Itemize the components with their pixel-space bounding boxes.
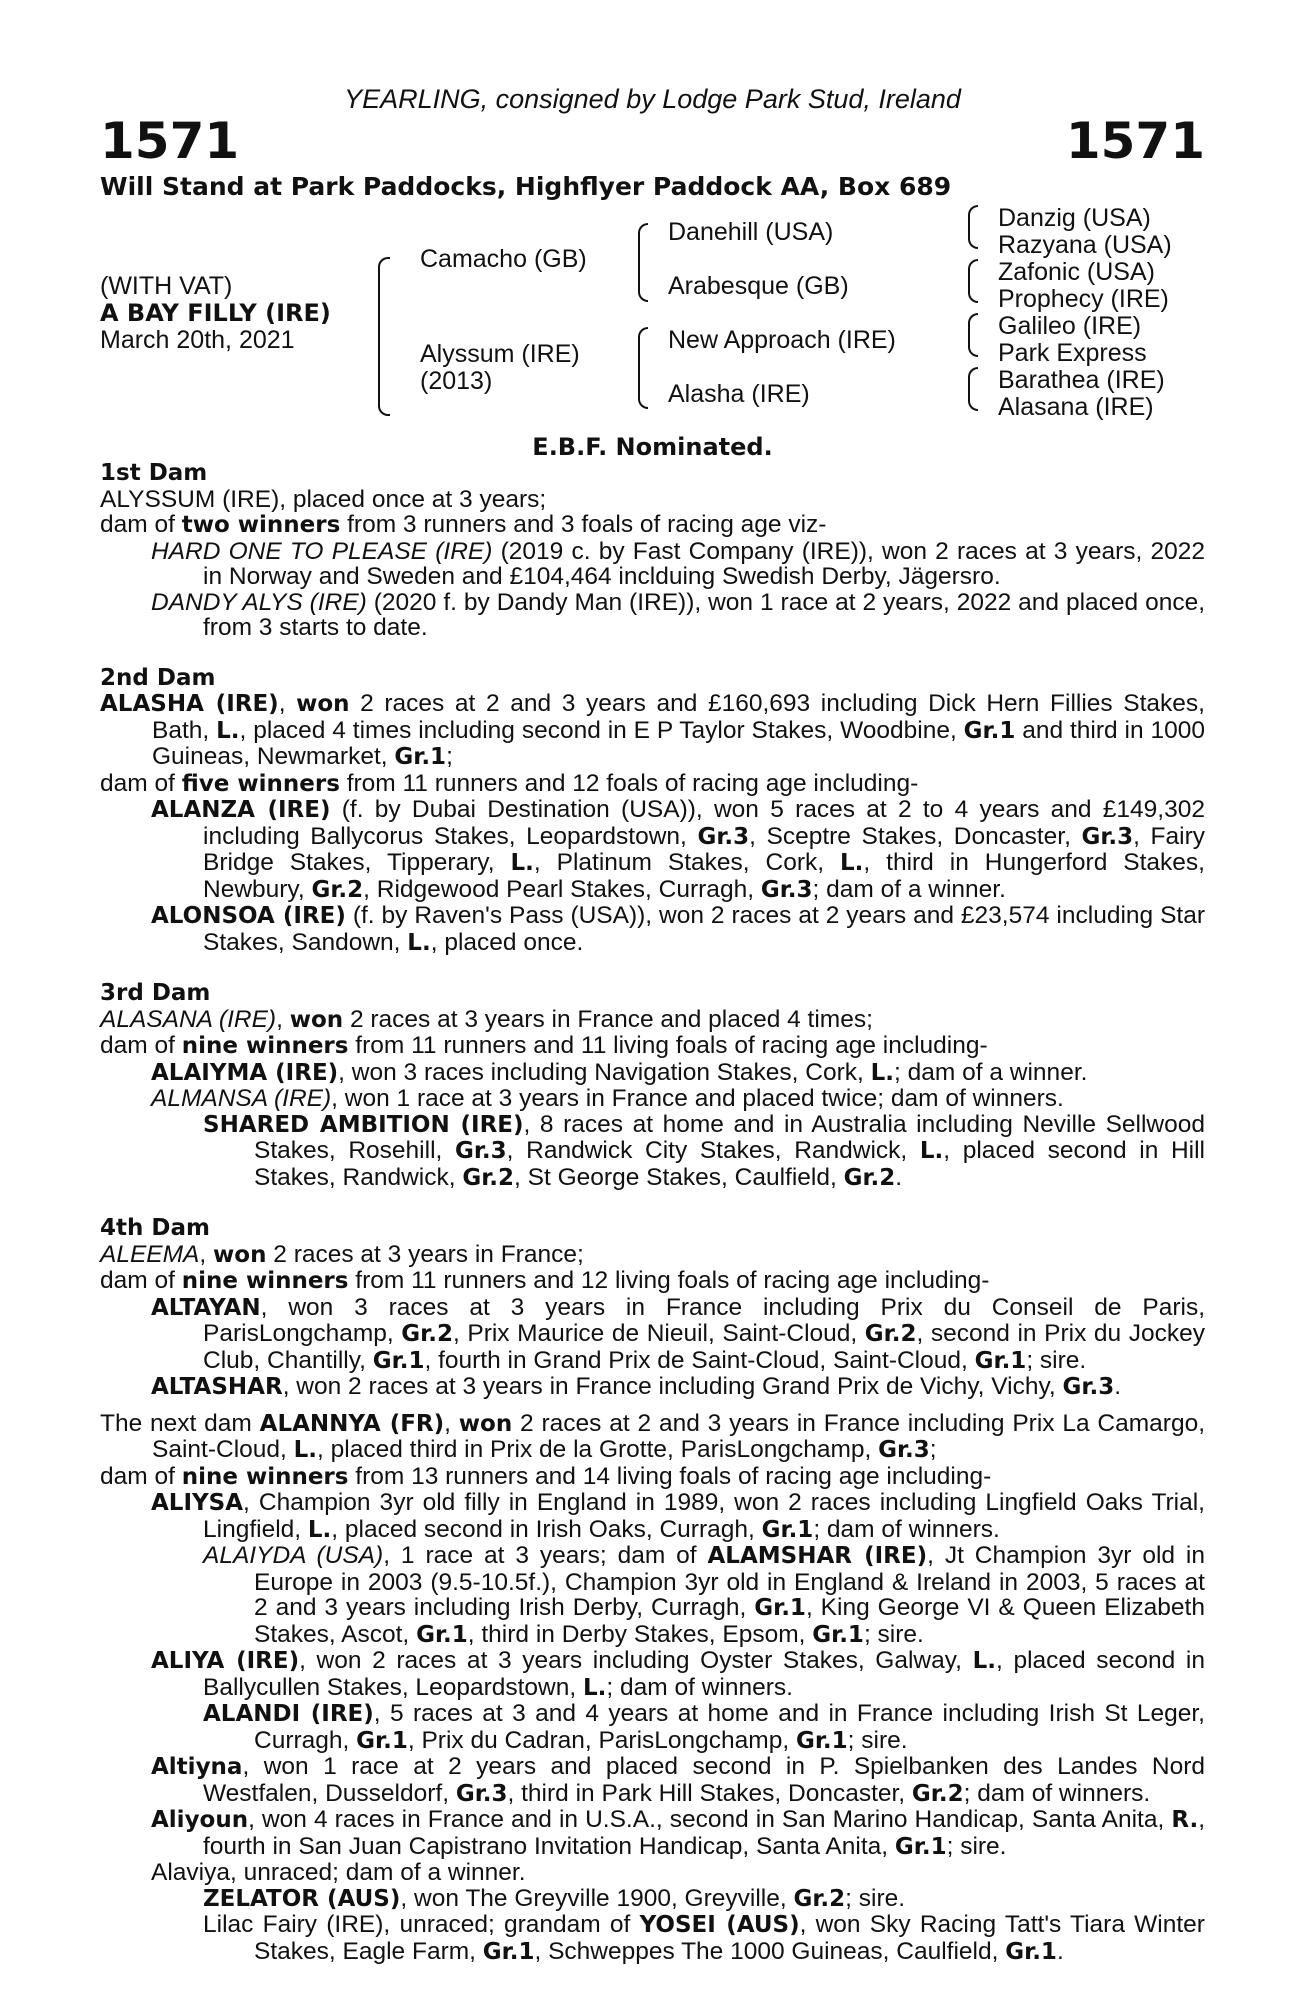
produce-entry: HARD ONE TO PLEASE (IRE) (2019 c. by Fast Company (IRE)), won 2 races at 3 years, 2022 in Norway and Sweden and £104,464 inclduing Swedish Derby, Jägersro.	[151, 537, 1205, 590]
ebf-nomination: E.B.F. Nominated.	[532, 433, 773, 461]
pedigree-table	[100, 205, 1205, 420]
produce-entry: ALIYA (IRE), won 2 races at 3 years including Oyster Stakes, Galway, L., placed second in Ballycullen Stakes, Leopardstown, L.; dam of winners.	[151, 1647, 1205, 1701]
dam-produce-summary: dam of nine winners from 11 runners and 12 living foals of racing age including-	[100, 1267, 990, 1294]
produce-entry: Alaviya, unraced; dam of a winner.	[151, 1859, 526, 1886]
first-dam-heading: 1st Dam	[100, 460, 208, 486]
dam: Alyssum (IRE)	[420, 340, 580, 368]
ancestor: Galileo (IRE)	[998, 312, 1142, 340]
pedigree-brace	[968, 259, 978, 303]
produce-entry: ALONSOA (IRE) (f. by Raven's Pass (USA)), won 2 races at 2 years and £23,574 including Star Stakes, Sandown, L., placed once.	[151, 902, 1206, 956]
fourth-dam-heading: 4th Dam	[100, 1215, 210, 1241]
ancestor: Alasana (IRE)	[998, 393, 1154, 421]
catalogue-body	[100, 461, 1205, 1965]
lot-number-right: 1571	[1065, 112, 1205, 170]
third-dam-heading: 3rd Dam	[100, 980, 211, 1006]
dam-record: ALYSSUM (IRE), placed once at 3 years;	[100, 485, 547, 513]
produce-entry: ALIYSA, Champion 3yr old filly in England in 1989, won 2 races including Lingfield Oaks Trial, Lingfield, L., placed second in Irish Oaks, Curragh, Gr.1; dam of winners.	[151, 1489, 1205, 1543]
sire-dam: Arabesque (GB)	[668, 272, 849, 300]
ancestor: Barathea (IRE)	[998, 366, 1165, 394]
sire: Camacho (GB)	[420, 245, 587, 273]
dam-produce-summary: dam of five winners from 11 runners and 12 foals of racing age including-	[100, 769, 919, 797]
dam-record: ALASHA (IRE), won 2 races at 2 and 3 years and £160,693 including Dick Hern Fillies Stakes, Bath, L., placed 4 times including second in E P Taylor Stakes, Woodbine, Gr.1 and third in 1000 Guineas, Newmarket, Gr.1;	[100, 690, 1206, 770]
dam-year: (2013)	[420, 367, 493, 395]
lot-number-left: 1571	[100, 112, 240, 170]
next-dam-record: The next dam ALANNYA (FR), won 2 races at 2 and 3 years in France including Prix La Camargo, Saint-Cloud, L., placed third in Prix de la Grotte, ParisLongchamp, Gr.3;	[100, 1409, 1206, 1463]
produce-entry: ALAIYMA (IRE), won 3 races including Navigation Stakes, Cork, L.; dam of a winner.	[151, 1058, 1088, 1086]
ancestor: Park Express	[998, 339, 1147, 367]
dam-record: ALEEMA, won 2 races at 3 years in France;	[100, 1240, 584, 1268]
ancestor: Zafonic (USA)	[998, 258, 1155, 286]
produce-entry: ZELATOR (AUS), won The Greyville 1900, Greyville, Gr.2; sire.	[203, 1884, 906, 1912]
produce-entry: ALMANSA (IRE), won 1 race at 3 years in France and placed twice; dam of winners.	[151, 1085, 1064, 1112]
produce-entry: Altiyna, won 1 race at 2 years and placed second in P. Spielbanken des Landes Nord Westfalen, Dusseldorf, Gr.3, third in Park Hill Stakes, Doncaster, Gr.2; dam of winners.	[151, 1753, 1205, 1807]
produce-entry: Aliyoun, won 4 races in France and in U.S.A., second in San Marino Handicap, Santa Anita, R., fourth in San Juan Capistrano Invitation Handicap, Santa Anita, Gr.1; sire.	[151, 1806, 1205, 1860]
pedigree-brace	[968, 367, 978, 411]
pedigree-brace	[968, 205, 978, 249]
produce-entry: DANDY ALYS (IRE) (2020 f. by Dandy Man (IRE)), won 1 race at 2 years, 2022 and placed once, from 3 starts to date.	[151, 588, 1205, 641]
dam-dam: Alasha (IRE)	[668, 380, 810, 408]
ancestor: Prophecy (IRE)	[998, 285, 1169, 313]
pedigree-brace	[638, 327, 648, 409]
pedigree-brace	[638, 223, 648, 302]
pedigree-brace	[968, 313, 978, 357]
pedigree-brace	[378, 257, 390, 416]
sire-sire: Danehill (USA)	[668, 218, 834, 246]
dam-sire: New Approach (IRE)	[668, 326, 896, 354]
ancestor: Razyana (USA)	[998, 231, 1172, 259]
ancestor: Danzig (USA)	[998, 204, 1151, 232]
produce-entry: SHARED AMBITION (IRE), 8 races at home and in Australia including Neville Sellwood Stakes, Rosehill, Gr.3, Randwick City Stakes, Randwick, L., placed second in Hill Stakes, Randwick, Gr.2, St George Stakes, Caulfield, Gr.2.	[203, 1110, 1205, 1191]
produce-entry: Lilac Fairy (IRE), unraced; grandam of YOSEI (AUS), won Sky Racing Tatt's Tiara Winter Stakes, Eagle Farm, Gr.1, Schweppes The 1000 Guineas, Caulfield, Gr.1.	[203, 1911, 1205, 1965]
dam-produce-summary: dam of nine winners from 13 runners and 14 living foals of racing age including-	[100, 1462, 992, 1490]
vat-note: (WITH VAT)	[100, 272, 233, 300]
produce-entry: ALTAYAN, won 3 races at 3 years in France including Prix du Conseil de Paris, ParisLongchamp, Gr.2, Prix Maurice de Nieuil, Saint-Cloud, Gr.2, second in Prix du Jockey Club, Chantilly, Gr.1, fourth in Grand Prix de Saint-Cloud, Saint-Cloud, Gr.1; sire.	[151, 1293, 1206, 1374]
produce-entry: ALTASHAR, won 2 races at 3 years in France including Grand Prix de Vichy, Vichy, Gr.3.	[151, 1373, 1122, 1400]
horse-name: A BAY FILLY (IRE)	[100, 299, 331, 327]
produce-entry: ALANDI (IRE), 5 races at 3 and 4 years at home and in France including Irish St Leger, Curragh, Gr.1, Prix du Cadran, ParisLongchamp, Gr.1; sire.	[203, 1700, 1205, 1754]
dam-produce-summary: dam of nine winners from 11 runners and 11 living foals of racing age including-	[100, 1032, 988, 1059]
stand-location: Will Stand at Park Paddocks, Highflyer Paddock AA, Box 689	[100, 172, 952, 201]
consignment-line: YEARLING, consigned by Lodge Park Stud, Ireland	[344, 84, 961, 114]
dam-produce-summary: dam of two winners from 3 runners and 3 foals of racing age viz-	[100, 511, 827, 538]
dam-record: ALASANA (IRE), won 2 races at 3 years in France and placed 4 times;	[100, 1005, 873, 1033]
foaling-date: March 20th, 2021	[100, 326, 295, 354]
second-dam-heading: 2nd Dam	[100, 664, 216, 691]
produce-entry: ALAIYDA (USA), 1 race at 3 years; dam of ALAMSHAR (IRE), Jt Champion 3yr old in Europe in 2003 (9.5-10.5f.), Champion 3yr old in England & Ireland in 2003, 5 races at 2 and 3 years including Irish Derby, Curragh, Gr.1, King George VI & Queen Elizabeth Stakes, Ascot, Gr.1, third in Derby Stakes, Epsom, Gr.1; sire.	[203, 1542, 1206, 1648]
produce-entry: ALANZA (IRE) (f. by Dubai Destination (USA)), won 5 races at 2 to 4 years and £149,302 including Ballycorus Stakes, Leopardstown, Gr.3, Sceptre Stakes, Doncaster, Gr.3, Fairy Bridge Stakes, Tipperary, L., Platinum Stakes, Cork, L., third in Hungerford Stakes, Newbury, Gr.2, Ridgewood Pearl Stakes, Curragh, Gr.3; dam of a winner.	[151, 796, 1205, 903]
